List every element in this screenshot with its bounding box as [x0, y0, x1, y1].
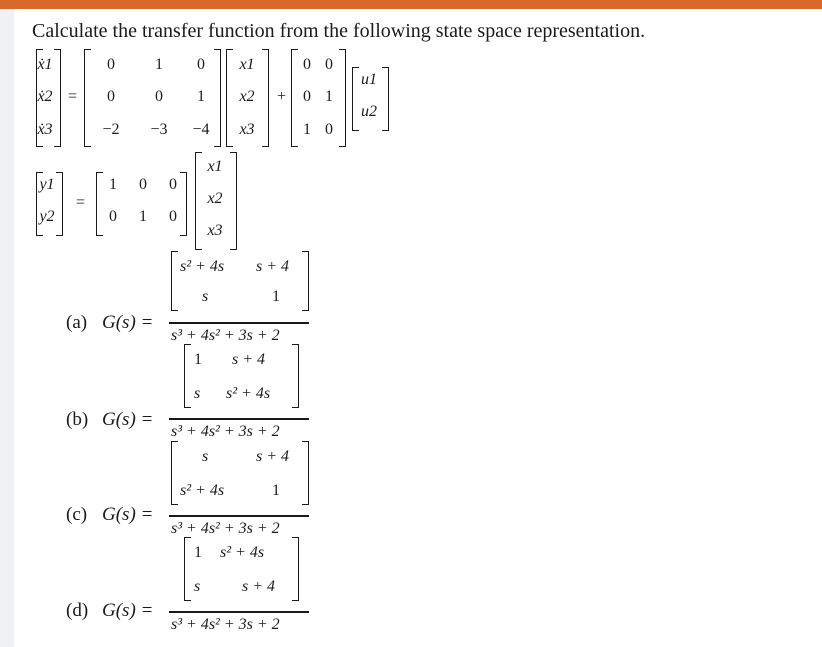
option-b[interactable] [14, 344, 334, 439]
num-22: s² + 4s [226, 385, 271, 402]
x-2: x2 [239, 88, 255, 105]
num-11: s² + 4s [180, 258, 225, 275]
equals-sign: = [68, 88, 78, 105]
num-22: 1 [272, 288, 280, 305]
x-2: x2 [207, 190, 223, 207]
b-32: 0 [325, 121, 333, 138]
plus-sign: + [277, 88, 287, 105]
num-22: 1 [272, 482, 280, 499]
num-21: s [202, 288, 209, 305]
denominator: s³ + 4s² + 3s + 2 [171, 423, 280, 440]
fraction-bar [169, 418, 309, 420]
x-1: x1 [207, 158, 223, 175]
u-2: u2 [361, 103, 377, 120]
a-11: 0 [107, 56, 115, 73]
g-of-s: G(s) = [102, 600, 154, 621]
num-12: s + 4 [256, 258, 290, 275]
num-11: 1 [194, 544, 202, 561]
y-1: y1 [39, 176, 55, 193]
option-label: (a) [66, 312, 88, 333]
a-32: −3 [150, 121, 168, 138]
a-13: 0 [197, 56, 205, 73]
c-12: 0 [139, 176, 147, 193]
bracket-left [171, 441, 178, 505]
option-label: (c) [66, 504, 88, 525]
bracket-right [302, 441, 309, 505]
y-2: y2 [39, 208, 55, 225]
b-31: 1 [303, 121, 311, 138]
bracket-left [184, 537, 191, 601]
option-d[interactable] [14, 537, 334, 637]
option-label: (b) [66, 409, 89, 430]
fraction-bar [169, 322, 309, 324]
option-c[interactable] [14, 441, 334, 536]
fraction-bar [169, 515, 309, 517]
bracket-left [84, 49, 91, 147]
bracket-right [230, 152, 237, 250]
xdot-3: ẋ3 [37, 121, 53, 138]
u-1: u1 [361, 71, 377, 88]
xdot-2: ẋ2 [37, 88, 53, 105]
denominator: s³ + 4s² + 3s + 2 [171, 520, 280, 537]
option-a[interactable] [14, 251, 334, 344]
xdot-1: ẋ1 [37, 56, 53, 73]
num-12: s² + 4s [220, 544, 265, 561]
num-11: s [202, 448, 209, 465]
x-3: x3 [239, 121, 255, 138]
denominator: s³ + 4s² + 3s + 2 [171, 327, 280, 344]
num-12: s + 4 [232, 351, 266, 368]
bracket-left [184, 344, 191, 408]
g-of-s: G(s) = [102, 504, 154, 525]
num-22: s + 4 [242, 578, 276, 595]
c-23: 0 [169, 208, 177, 225]
num-21: s² + 4s [180, 482, 225, 499]
num-21: s [194, 578, 201, 595]
bracket-right [292, 537, 299, 601]
b-21: 0 [303, 88, 311, 105]
num-12: s + 4 [256, 448, 290, 465]
c-21: 0 [109, 208, 117, 225]
question-content [14, 9, 822, 647]
a-31: −2 [102, 121, 120, 138]
equals-sign: = [76, 194, 86, 211]
option-label: (d) [66, 600, 89, 621]
x-3: x3 [207, 222, 223, 239]
c-22: 1 [139, 208, 147, 225]
g-of-s: G(s) = [102, 409, 154, 430]
c-13: 0 [169, 176, 177, 193]
bracket-right [262, 49, 269, 147]
bracket-left [171, 251, 178, 311]
question-text: Calculate the transfer function from the following state space representation. [32, 20, 646, 42]
a-12: 1 [155, 56, 163, 73]
a-22: 0 [155, 88, 163, 105]
b-22: 1 [325, 88, 333, 105]
num-11: 1 [194, 351, 202, 368]
left-gutter [0, 9, 14, 647]
a-21: 0 [107, 88, 115, 105]
b-12: 0 [325, 56, 333, 73]
top-accent-bar [0, 0, 822, 9]
x-1: x1 [239, 56, 255, 73]
a-23: 1 [197, 88, 205, 105]
g-of-s: G(s) = [102, 312, 154, 333]
fraction-bar [169, 611, 309, 613]
bracket-right [302, 251, 309, 311]
b-11: 0 [303, 56, 311, 73]
num-21: s [194, 385, 201, 402]
bracket-right [292, 344, 299, 408]
denominator: s³ + 4s² + 3s + 2 [171, 616, 280, 633]
c-11: 1 [109, 176, 117, 193]
a-33: −4 [192, 121, 210, 138]
